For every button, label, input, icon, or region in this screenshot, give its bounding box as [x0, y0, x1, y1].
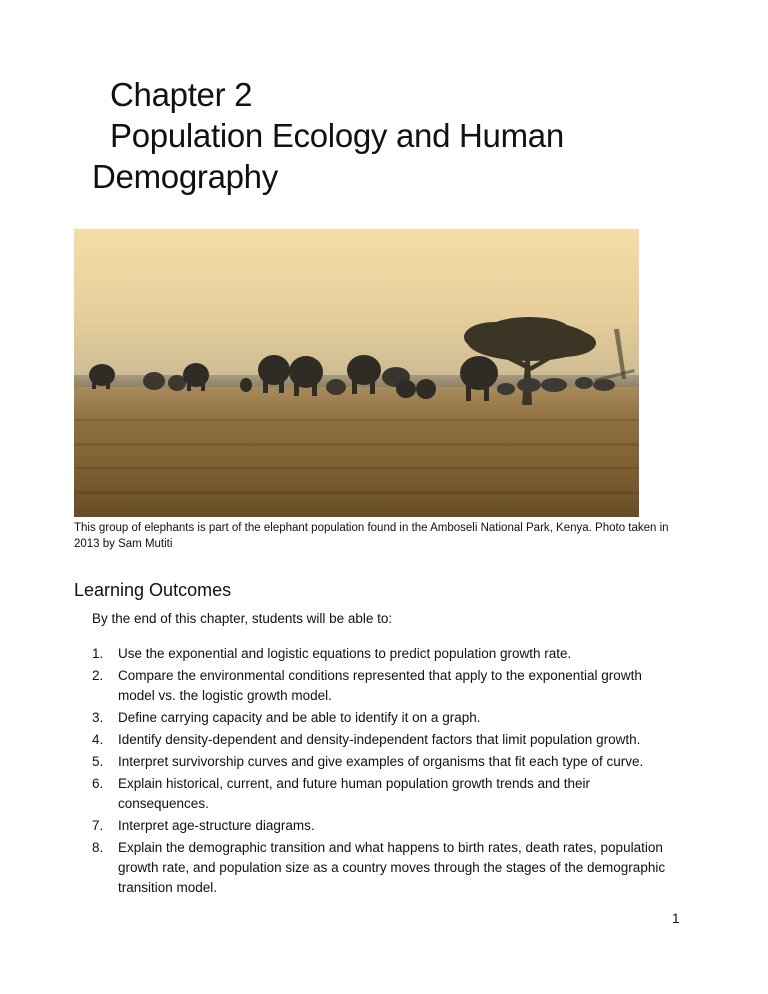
- outcome-text: Interpret survivorship curves and give examples of organisms that fit each type of curve.: [118, 754, 644, 769]
- page-number: 1: [672, 911, 680, 926]
- outcome-number: 8.: [92, 840, 104, 855]
- outcome-text: Use the exponential and logistic equations to predict population growth rate.: [118, 646, 572, 661]
- outcome-text: Define carrying capacity and be able to identify it on a graph.: [118, 710, 481, 725]
- chapter-title: [0, 74, 564, 197]
- outcome-number: 4.: [92, 732, 104, 747]
- outcome-item: [92, 752, 682, 772]
- learning-outcomes-list: [92, 644, 682, 900]
- outcome-number: 5.: [92, 754, 104, 769]
- outcome-number: 6.: [92, 776, 104, 791]
- chapter-title-line-2: Demography: [92, 158, 278, 195]
- chapter-title-line-1: Population Ecology and Human: [110, 117, 564, 154]
- learning-outcomes-heading: Learning Outcomes: [74, 580, 232, 600]
- outcome-text: Explain the demographic transition and what happens to birth rates, death rates, population growth rate, and population size as a country moves through the stages of the demographic transition model.: [118, 840, 666, 895]
- outcome-text: Identify density-dependent and density-independent factors that limit population growth.: [118, 732, 641, 747]
- outcome-text: Interpret age-structure diagrams.: [118, 818, 315, 833]
- outcome-number: 7.: [92, 818, 104, 833]
- learning-outcomes-intro: By the end of this chapter, students will be able to:: [92, 611, 393, 626]
- outcome-item: [92, 644, 682, 664]
- figure-caption: This group of elephants is part of the elephant population found in the Amboseli National Park, Kenya. Photo taken in 2013 by Sam Mutiti: [74, 522, 669, 550]
- outcome-text: Compare the environmental conditions represented that apply to the exponential growth model vs. the logistic growth model.: [118, 668, 642, 703]
- outcome-number: 2.: [92, 668, 104, 683]
- outcome-number: 1.: [92, 646, 104, 661]
- outcome-text: Explain historical, current, and future human population growth trends and their consequences.: [118, 776, 591, 811]
- elephant-photo-image: [74, 229, 639, 517]
- outcome-item: [92, 774, 682, 814]
- outcome-number: 3.: [92, 710, 104, 725]
- outcome-item: [92, 666, 682, 706]
- outcome-item: [92, 816, 682, 836]
- outcome-item: [92, 838, 682, 898]
- chapter-label: Chapter 2: [110, 76, 253, 113]
- outcome-item: [92, 730, 682, 750]
- elephant-photo: [74, 229, 639, 517]
- outcome-item: [92, 708, 682, 728]
